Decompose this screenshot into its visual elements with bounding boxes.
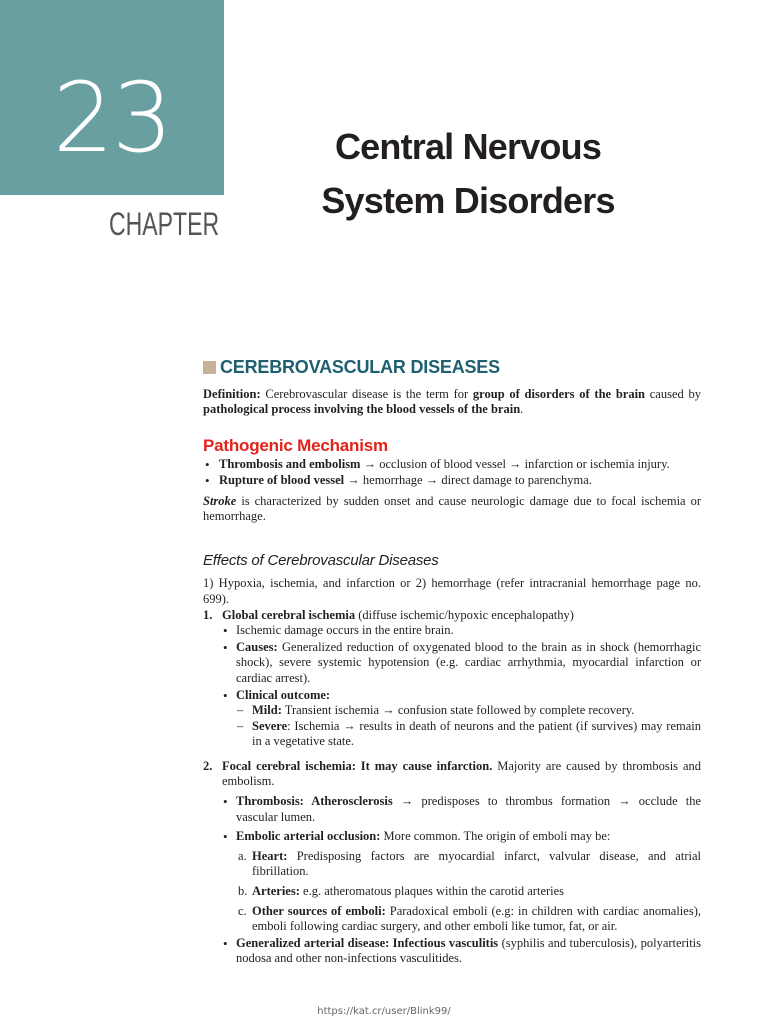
- effects-list: [203, 608, 701, 967]
- emboli-sources-list: [236, 849, 701, 935]
- mild-label: Mild:: [252, 703, 282, 718]
- stroke-term: Stroke: [203, 493, 237, 508]
- stroke-paragraph: [203, 494, 701, 525]
- page-content: [203, 357, 702, 967]
- focal-ischemia-item: [203, 759, 701, 967]
- list-item: [236, 849, 701, 880]
- list-item: [203, 457, 701, 473]
- definition-text: Cerebrovascular disease is the term for: [260, 386, 473, 401]
- list-item-bold: Rupture of blood vessel: [219, 472, 345, 487]
- thrombosis-label: Thrombosis: Atherosclerosis: [236, 794, 393, 809]
- embolic-text: More common. The origin of emboli may be:: [380, 829, 611, 844]
- list-item-text: → hemorrhage → direct damage to parenchyma.: [344, 472, 592, 487]
- chapter-label: CHAPTER: [109, 206, 220, 242]
- section-heading-text: CEREBROVASCULAR DISEASES: [220, 357, 500, 377]
- focal-ischemia-text: Majority are caused by thrombosis and embolism.: [222, 758, 701, 789]
- global-ischemia-text: (diffuse ischemic/hypoxic encephalopathy): [355, 607, 574, 622]
- severe-text: : Ischemia → results in death of neurons and the patient (if survives) may remain in a vegetative state.: [252, 718, 701, 749]
- global-ischemia-item: [203, 608, 701, 750]
- list-item-text: Predisposing factors are myocardial infarct, valvular disease, and atrial fibrillation.: [252, 848, 701, 879]
- severe-label: Severe: [252, 718, 288, 733]
- effects-heading: Effects of Cerebrovascular Diseases: [203, 551, 439, 569]
- definition-bold: pathological process involving the blood vessels of the brain: [203, 402, 521, 417]
- definition-label: Definition:: [203, 386, 261, 401]
- list-item: [222, 936, 701, 967]
- list-letter: b.: [238, 884, 248, 899]
- generalized-text: (syphilis and tuberculosis), polyarteritis nodosa and other non-infections vasculitides.: [236, 935, 701, 966]
- chapter-title-line-1: Central Nervous: [334, 126, 602, 167]
- causes-text: Generalized reduction of oxygenated blood to the brain as in shock (hemorrhagic shock), severe systemic hypotension (e.g. cardiac arrhythmia, myocardial infarction or cardiac arrest).: [236, 639, 701, 685]
- global-ischemia-title: Global cerebral ischemia: [222, 607, 356, 622]
- list-item: [222, 794, 701, 825]
- section-heading: [203, 357, 701, 377]
- clinical-outcome-label: Clinical outcome:: [236, 687, 331, 702]
- list-letter: c.: [238, 903, 247, 918]
- list-item-bold: Arteries:: [252, 884, 300, 899]
- clinical-outcome-list: [236, 703, 701, 750]
- definition-text: caused by: [645, 386, 702, 401]
- global-ischemia-details: [222, 623, 701, 750]
- chapter-title-line-2: System Disorders: [321, 180, 615, 221]
- definition-text: .: [520, 402, 524, 417]
- thrombosis-text: → predisposes to thrombus formation → occlude the vascular lumen.: [236, 794, 702, 824]
- focal-ischemia-details: [222, 794, 701, 967]
- pathogenic-heading: Pathogenic Mechanism: [203, 435, 388, 455]
- mild-text: Transient ischemia → confusion state followed by complete recovery.: [281, 703, 635, 718]
- list-item: [236, 904, 701, 935]
- list-number: 1.: [203, 607, 213, 622]
- list-item: [222, 640, 701, 687]
- list-item: [222, 688, 701, 750]
- list-item-text: e.g. atheromatous plaques within the carotid arteries: [299, 884, 565, 899]
- list-item: [236, 703, 701, 719]
- list-item: [203, 473, 701, 489]
- effects-intro: 1) Hypoxia, ischemia, and infarction or 2) hemorrhage (refer intracranial hemorrhage page no. 699).: [203, 576, 701, 606]
- list-item-bold: Heart:: [252, 848, 288, 863]
- stroke-text: is characterized by sudden onset and cause neurologic damage due to focal ischemia or hemorrhage.: [203, 493, 701, 524]
- focal-ischemia-title: Focal cerebral ischemia: It may cause infarction.: [222, 758, 493, 773]
- chapter-title: [230, 120, 706, 228]
- list-item: • Ischemic damage occurs in the entire brain.: [222, 623, 701, 639]
- list-item: [236, 884, 701, 900]
- list-item: [222, 829, 701, 935]
- pathogenic-list: [203, 457, 701, 488]
- list-item-bold: Thrombosis and embolism: [219, 457, 361, 472]
- chapter-number: 23: [52, 62, 172, 174]
- list-item-text: → occlusion of blood vessel → infarction or ischemia injury.: [360, 457, 670, 472]
- list-item-text: Paradoxical emboli (e.g: in children with cardiac anomalies), emboli following cardiac surgery, and other emboli like tumor, fat, or air.: [252, 903, 701, 934]
- chapter-number-block: [0, 0, 224, 195]
- definition-bold: group of disorders of the brain: [472, 386, 646, 401]
- section-square-icon: [203, 361, 216, 374]
- generalized-label: Generalized arterial disease: Infectious vasculitis: [236, 935, 499, 950]
- list-number: 2.: [203, 758, 213, 773]
- definition-paragraph: [203, 387, 701, 418]
- embolic-label: Embolic arterial occlusion:: [236, 829, 381, 844]
- list-item-bold: Other sources of emboli:: [252, 903, 386, 918]
- footer-url: https://kat.cr/user/Blink99/: [317, 1006, 451, 1017]
- causes-label: Causes:: [236, 639, 278, 654]
- list-letter: a.: [238, 848, 247, 863]
- list-item: [236, 719, 701, 750]
